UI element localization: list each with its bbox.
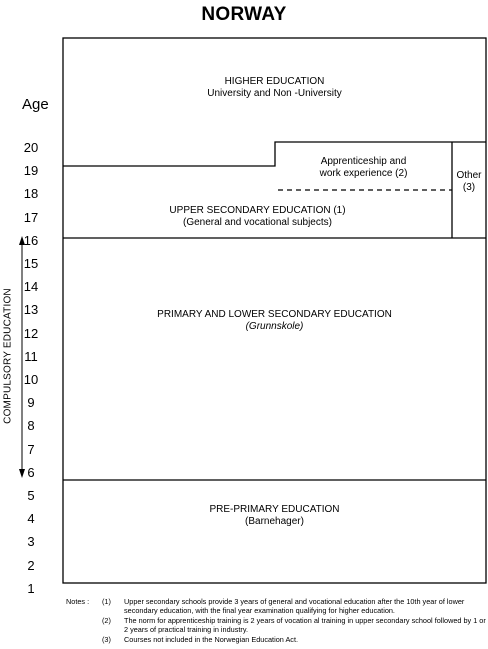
note-number: (3) <box>102 635 111 644</box>
apprenticeship-line1: Apprenticeship and <box>320 156 407 167</box>
note-item <box>66 597 486 615</box>
note-number: (1) <box>102 597 111 606</box>
primary-title: PRIMARY AND LOWER SECONDARY EDUCATION <box>157 309 392 320</box>
age-tick-label: 15 <box>23 256 39 271</box>
age-tick-label: 6 <box>27 464 35 480</box>
age-tick-label: 11 <box>24 348 38 364</box>
age-tick-label: 3 <box>27 534 35 550</box>
note-text: The norm for apprenticeship training is 2 years of vocation al training in upper secondary school followed by 1 or 2 years of practical training in industry. <box>124 616 486 634</box>
age-tick-label: 7 <box>27 441 35 457</box>
age-tick-label: 1 <box>27 580 35 596</box>
age-tick-label: 16 <box>23 232 39 248</box>
other-line1: Other <box>456 170 482 181</box>
primary-subtitle: (Grunnskole) <box>245 321 304 332</box>
diagram-title: NORWAY <box>201 4 287 25</box>
notes-heading: Notes : <box>66 597 90 606</box>
age-tick-label: 4 <box>27 511 35 527</box>
upper-secondary-title: UPPER SECONDARY EDUCATION (1) <box>169 205 346 216</box>
age-tick-label: 19 <box>23 163 39 179</box>
pre-primary-title: PRE-PRIMARY EDUCATION <box>209 504 340 515</box>
age-tick-label: 12 <box>23 325 39 341</box>
note-text: Courses not included in the Norwegian Education Act. <box>124 635 299 644</box>
higher-education-subtitle: University and Non -University <box>207 88 342 99</box>
age-tick-label: 18 <box>23 186 39 202</box>
primary-block <box>63 309 486 333</box>
age-tick-label: 14 <box>23 279 39 295</box>
higher-education-block <box>63 76 486 100</box>
apprenticeship-block <box>275 156 452 180</box>
pre-primary-subtitle: (Barnehager) <box>245 516 304 527</box>
age-axis-label: Age <box>22 96 49 113</box>
age-tick-label: 9 <box>27 395 35 411</box>
apprenticeship-line2: work experience (2) <box>319 168 408 179</box>
note-item <box>66 616 486 634</box>
higher-education-title: HIGHER EDUCATION <box>224 76 325 87</box>
age-tick-label: 13 <box>23 302 39 318</box>
upper-secondary-subtitle: (General and vocational subjects) <box>183 217 332 228</box>
age-tick-label: 20 <box>23 140 39 155</box>
note-text: Upper secondary schools provide 3 years of general and vocational education after the 10th year of lower secondary education, with the final year examination qualifying for higher education. <box>124 597 465 615</box>
other-block <box>452 170 486 194</box>
note-number: (2) <box>102 616 111 625</box>
notes <box>66 597 486 645</box>
age-tick-label: 17 <box>23 209 39 225</box>
age-tick-label: 10 <box>23 372 39 387</box>
other-line2: (3) <box>462 182 476 193</box>
pre-primary-block <box>63 504 486 528</box>
age-tick-label: 8 <box>27 418 35 434</box>
note-item <box>66 635 486 644</box>
age-tick-label: 2 <box>27 557 35 573</box>
compulsory-arrow-down <box>19 469 25 478</box>
age-tick-label: 5 <box>27 488 35 503</box>
compulsory-arrow-up <box>19 236 25 245</box>
upper-secondary-block <box>63 205 452 229</box>
compulsory-education-label: COMPULSORY EDUCATION <box>2 288 14 424</box>
